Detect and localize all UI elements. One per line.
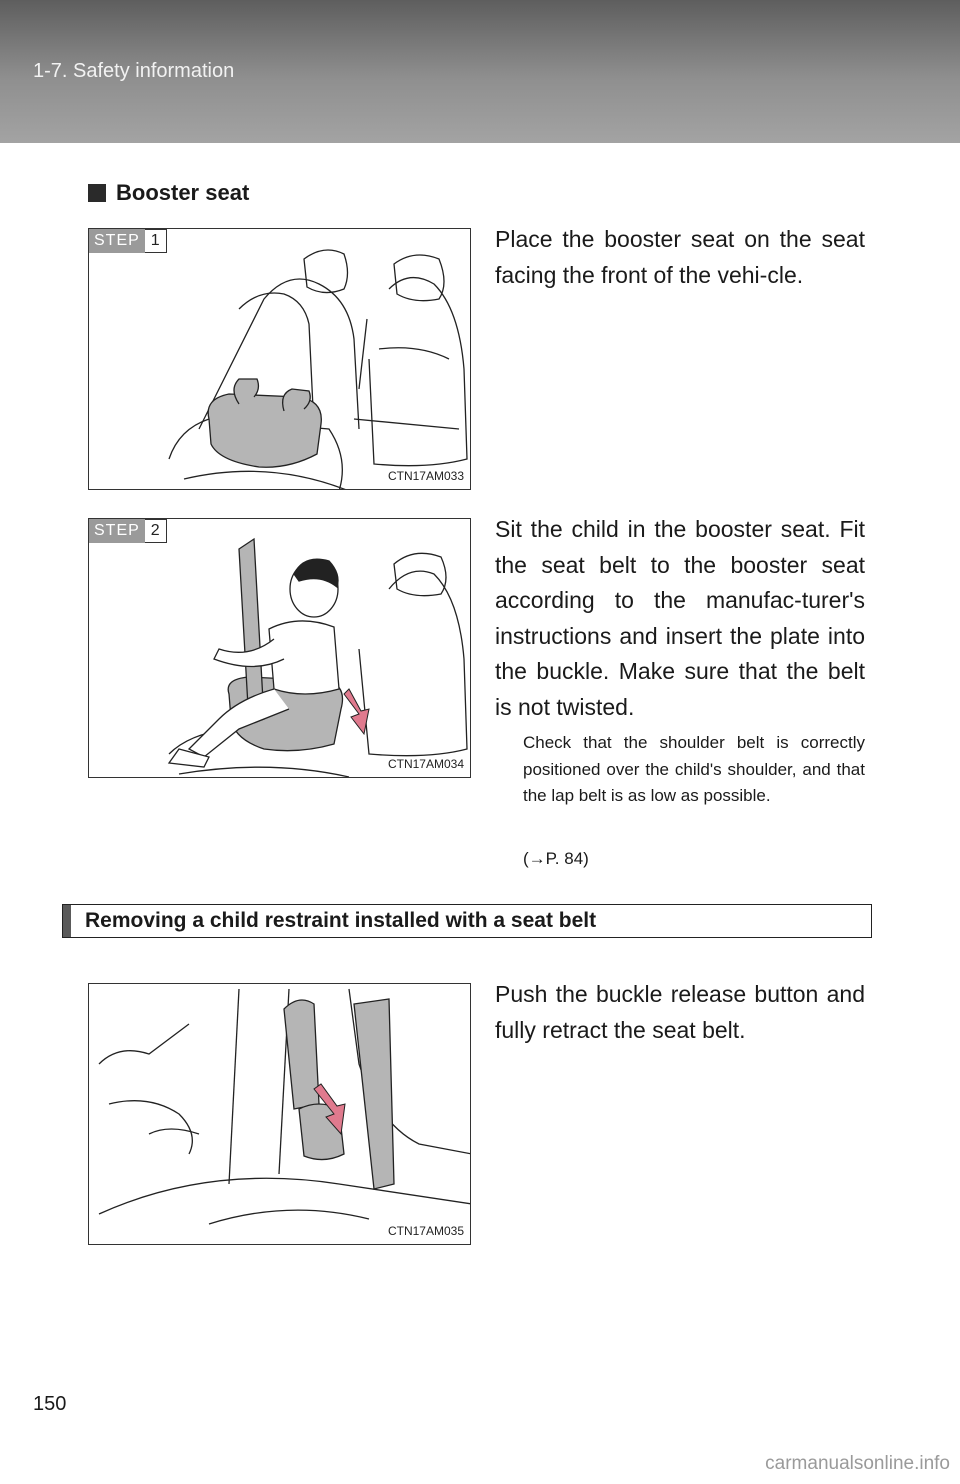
- step2-note: Check that the shoulder belt is correctly positioned over the child's shoulder, and that the lap belt is as low as possible.: [523, 733, 865, 805]
- booster-seat-title: Booster seat: [116, 180, 250, 205]
- figure-code: CTN17AM035: [387, 1224, 464, 1238]
- step1-badge: [89, 229, 167, 253]
- bar-accent: [63, 905, 71, 937]
- removing-section-bar: [62, 904, 872, 938]
- step1-illustration: [88, 228, 471, 490]
- section-label: 1-7. Safety information: [33, 60, 235, 82]
- figure-code: CTN17AM034: [387, 757, 464, 771]
- square-bullet-icon: [88, 184, 106, 202]
- watermark: carmanualsonline.info: [765, 1453, 950, 1474]
- step2-badge: [89, 519, 167, 543]
- booster-seat-heading: [88, 180, 249, 206]
- step-word: STEP: [89, 229, 145, 253]
- step2-illustration: [88, 518, 471, 778]
- child-in-booster-drawing: [89, 519, 471, 778]
- step-number: 1: [145, 229, 167, 253]
- page-reference: (→P. 84): [523, 849, 589, 868]
- step-word: STEP: [89, 519, 145, 543]
- booster-seat-placement-drawing: [89, 229, 471, 490]
- figure-code: CTN17AM033: [387, 469, 464, 483]
- removing-instruction: Push the buckle release button and fully retract the seat belt.: [495, 981, 865, 1043]
- page-header: [0, 0, 960, 143]
- buckle-release-drawing: [89, 984, 471, 1245]
- buckle-release-illustration: [88, 983, 471, 1245]
- page-number: 150: [33, 1393, 67, 1415]
- step2-instruction: Sit the child in the booster seat. Fit the seat belt to the booster seat according to the manufac-turer's instructions and insert the plate into the buckle. Make sure that the belt is not twisted.: [495, 516, 865, 720]
- step-number: 2: [145, 519, 167, 543]
- removing-heading: Removing a child restraint installed with a seat belt: [85, 909, 597, 932]
- step1-instruction: Place the booster seat on the seat facing the front of the vehi-cle.: [495, 226, 865, 288]
